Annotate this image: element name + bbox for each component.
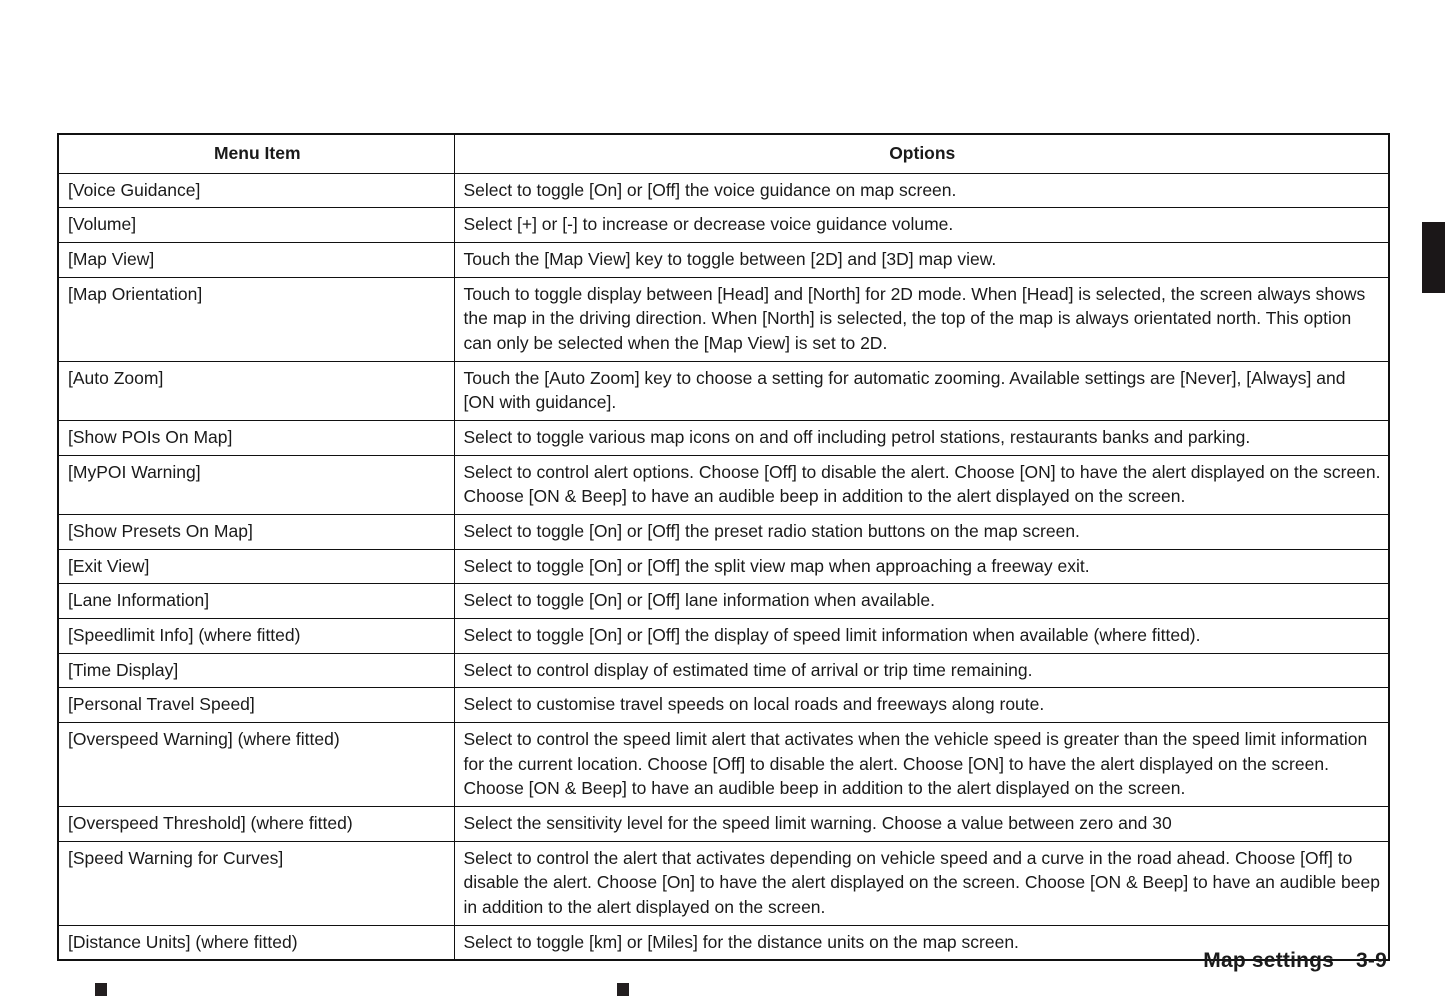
table-body <box>58 173 1389 960</box>
menu-item-cell: [Volume] <box>58 208 454 243</box>
options-cell: Touch the [Auto Zoom] key to choose a setting for automatic zooming. Available settings are [Never], [Always] and [ON with guidance]. <box>454 361 1389 420</box>
map-settings-table <box>57 133 1390 961</box>
menu-item-cell: [Lane Information] <box>58 584 454 619</box>
table-row <box>58 584 1389 619</box>
menu-item-cell: [Auto Zoom] <box>58 361 454 420</box>
footer-section-title: Map settings <box>1203 949 1335 972</box>
menu-item-cell: [Overspeed Threshold] (where fitted) <box>58 807 454 842</box>
table-header-row <box>58 134 1389 173</box>
options-cell: Select to toggle [On] or [Off] the display of speed limit information when available (where fitted). <box>454 619 1389 654</box>
table-row <box>58 925 1389 960</box>
options-cell: Select to toggle [On] or [Off] lane information when available. <box>454 584 1389 619</box>
table-row <box>58 277 1389 361</box>
menu-item-cell: [Show POIs On Map] <box>58 421 454 456</box>
options-cell: Select to control the speed limit alert that activates when the vehicle speed is greater than the speed limit information for the current location. Choose [Off] to disable the alert. Choose [ON] to have the alert displayed on the screen. Choose [ON & Beep] to have an audible beep in addition to the alert displayed on the screen. <box>454 723 1389 807</box>
table-row <box>58 361 1389 420</box>
options-cell: Select to control alert options. Choose [Off] to disable the alert. Choose [ON] to have the alert displayed on the screen. Choose [ON & Beep] to have an audible beep in addition to the alert displayed on the screen. <box>454 455 1389 514</box>
page-footer <box>1203 949 1387 973</box>
options-cell: Select to toggle various map icons on and off including petrol stations, restaurants banks and parking. <box>454 421 1389 456</box>
column-header-menu-item: Menu Item <box>58 134 454 173</box>
menu-item-cell: [Distance Units] (where fitted) <box>58 925 454 960</box>
table-row <box>58 653 1389 688</box>
menu-item-cell: [Speed Warning for Curves] <box>58 841 454 925</box>
options-cell: Select to toggle [On] or [Off] the preset radio station buttons on the map screen. <box>454 515 1389 550</box>
options-cell: Select to control display of estimated time of arrival or trip time remaining. <box>454 653 1389 688</box>
table-header <box>58 134 1389 173</box>
menu-item-cell: [Voice Guidance] <box>58 173 454 208</box>
table-row <box>58 688 1389 723</box>
table-row <box>58 455 1389 514</box>
menu-item-cell: [MyPOI Warning] <box>58 455 454 514</box>
menu-item-cell: [Personal Travel Speed] <box>58 688 454 723</box>
menu-item-cell: [Map Orientation] <box>58 277 454 361</box>
menu-item-cell: [Speedlimit Info] (where fitted) <box>58 619 454 654</box>
menu-item-cell: [Map View] <box>58 243 454 278</box>
registration-mark-middle <box>617 983 629 996</box>
options-cell: Touch to toggle display between [Head] and [North] for 2D mode. When [Head] is selected, the screen always shows the map in the driving direction. When [North] is selected, the top of the map is always orientated north. This option can only be selected when the [Map View] is set to 2D. <box>454 277 1389 361</box>
table-row <box>58 421 1389 456</box>
column-header-options: Options <box>454 134 1389 173</box>
table-row <box>58 515 1389 550</box>
options-cell: Select to toggle [km] or [Miles] for the distance units on the map screen. <box>454 925 1389 960</box>
options-cell: Select [+] or [-] to increase or decrease voice guidance volume. <box>454 208 1389 243</box>
registration-mark-left <box>95 983 107 996</box>
table-row <box>58 723 1389 807</box>
table-row <box>58 619 1389 654</box>
footer-page-number: 3-9 <box>1356 949 1387 972</box>
table-row <box>58 841 1389 925</box>
table-row <box>58 807 1389 842</box>
menu-item-cell: [Time Display] <box>58 653 454 688</box>
table-row <box>58 208 1389 243</box>
table-row <box>58 243 1389 278</box>
options-cell: Select to toggle [On] or [Off] the split view map when approaching a freeway exit. <box>454 549 1389 584</box>
options-cell: Select the sensitivity level for the speed limit warning. Choose a value between zero and 30 <box>454 807 1389 842</box>
options-cell: Touch the [Map View] key to toggle between [2D] and [3D] map view. <box>454 243 1389 278</box>
options-cell: Select to toggle [On] or [Off] the voice guidance on map screen. <box>454 173 1389 208</box>
options-cell: Select to customise travel speeds on local roads and freeways along route. <box>454 688 1389 723</box>
options-cell: Select to control the alert that activates depending on vehicle speed and a curve in the road ahead. Choose [Off] to disable the alert. Choose [On] to have the alert displayed on the screen. Choose [ON & Beep] to have an audible beep in addition to the alert displayed on the screen. <box>454 841 1389 925</box>
table-row <box>58 549 1389 584</box>
table-row <box>58 173 1389 208</box>
map-settings-table-container <box>57 133 1388 961</box>
menu-item-cell: [Show Presets On Map] <box>58 515 454 550</box>
menu-item-cell: [Exit View] <box>58 549 454 584</box>
chapter-edge-tab-marker <box>1420 222 1445 293</box>
menu-item-cell: [Overspeed Warning] (where fitted) <box>58 723 454 807</box>
